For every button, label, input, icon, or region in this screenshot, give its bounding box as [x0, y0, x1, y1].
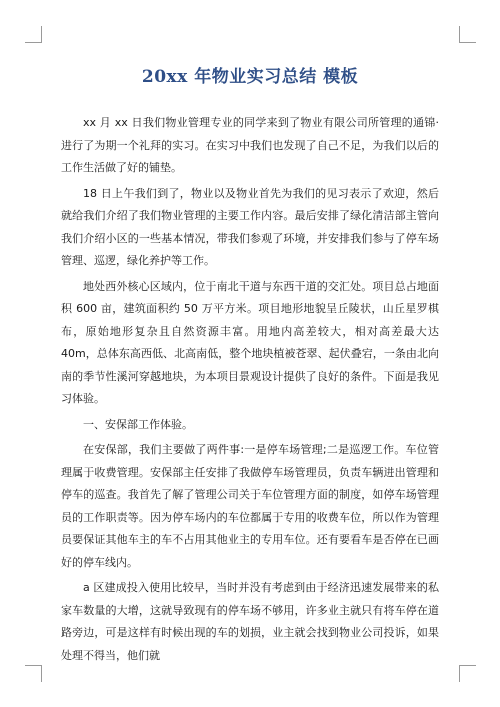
document-body: [61, 112, 439, 667]
paragraph-parking-issue: a 区建成投入使用比较早，当时并没有考虑到由于经济迅速发展带来的私家车数量的大增，这就导致现有的停车场不够用，许多业主就只有将车停在道路旁边，可是这样有时候出现的车的划损，业主就会找到物业公司投诉，如果处理不得当，他们就: [61, 581, 439, 662]
paragraph-intro: xx 月 xx 日我们物业管理专业的同学来到了物业有限公司所管理的通锦·进行了为期一个礼拜的实习。在实习中我们也发现了自己不足，为我们以后的工作生活做了好的铺垫。: [61, 116, 439, 174]
paragraph-arrival: 18 日上午我们到了，物业以及物业首先为我们的见习表示了欢迎，然后就给我们介绍了我们物业管理的主要工作内容。最后安排了绿化清洁部主管向我们介绍小区的一些基本情况，带我们参观了环境，并安排我们参与了停车场管理、巡逻，绿化养护等工作。: [61, 186, 439, 267]
crop-mark-top-right: [459, 26, 476, 43]
document-title: 20xx 年物业实习总结 模板: [141, 67, 359, 87]
crop-mark-bottom-right: [459, 665, 476, 682]
section-heading-security: 一、安保部工作体验。: [83, 417, 193, 431]
paragraph-site-description: 地处西外核心区域内，位于南北干道与东西干道的交汇处。项目总占地面积 600 亩，建筑面积约 50 万平方米。项目地形地貌呈丘陵状，山丘星罗棋布，原始地形复杂且自然资源丰富。用地内高差较大，相对高差最大达 40m，总体东高西低、北高南低，整个地块植被苍翠、起伏叠宕，一条由北向南的季节性溪河穿越地块，为本项目景观设计提供了良好的条件。下面是我见习体验。: [61, 279, 439, 405]
paragraph-security-work: 在安保部，我们主要做了两件事:一是停车场管理;二是巡逻工作。车位管理属于收费管理。安保部主任安排了我做停车场管理员，负责车辆进出管理和停车的巡查。我首先了解了管理公司关于车位管理方面的制度，如停车场管理员的工作职责等。因为停车场内的车位都属于专用的收费车位，所以作为管理员要保证其他车主的车不占用其他业主的专用车位。还有要看车是否停在已画好的停车线内。: [61, 443, 439, 569]
crop-mark-bottom-left: [25, 665, 42, 682]
crop-mark-top-left: [25, 26, 42, 43]
